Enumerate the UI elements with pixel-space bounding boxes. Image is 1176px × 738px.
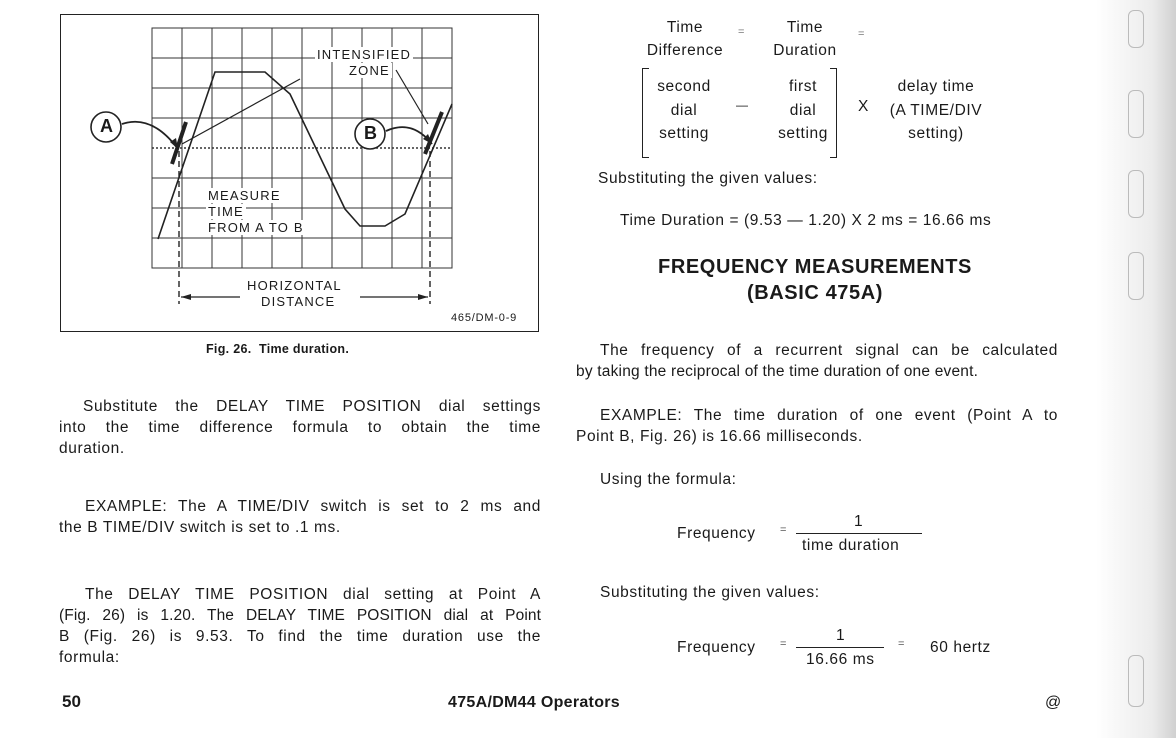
left-paragraph-2 (59, 496, 541, 538)
left-p2-line1: EXAMPLE: The A TIME/DIV switch is set to 2 ms and (85, 498, 541, 515)
frequency-numerator-1: 1 (854, 513, 864, 530)
right-p2-line2: Point B, Fig. 26) is 16.66 milliseconds. (576, 428, 863, 445)
binding-hole-4 (1128, 252, 1144, 300)
second-dial-setting: second dial setting (657, 78, 711, 142)
frequency-denominator-2: 16.66 ms (806, 651, 875, 668)
page-number: 50 (62, 692, 81, 711)
frequency-equals-1: = (780, 524, 788, 536)
right-p1-line1: The frequency of a recurrent signal can be calculated (600, 342, 1058, 359)
binding-hole-3 (1128, 170, 1144, 218)
marker-a-arrow (122, 121, 178, 148)
frequency-equals-2: = (780, 638, 788, 650)
marker-a-label: A (100, 116, 113, 136)
marker-b-label: B (364, 123, 377, 143)
equals-sign-2: = (858, 28, 866, 40)
label-time: TIME (208, 204, 244, 219)
left-p3-line3: B (Fig. 26) is 9.53. To find the time duration use the (59, 628, 541, 645)
frequency-result: 60 hertz (930, 639, 991, 656)
frequency-numerator-2: 1 (836, 627, 846, 644)
left-p1-line2: into the time difference formula to obtain the time (59, 419, 541, 436)
label-from-a-to-b: FROM A TO B (208, 220, 304, 235)
left-p2-line2: the B TIME/DIV switch is set to .1 ms. (59, 519, 341, 536)
left-p1-line1: Substitute the DELAY TIME POSITION dial settings (83, 398, 541, 415)
fraction-line-1 (796, 533, 922, 534)
frequency-label-2: Frequency (677, 639, 756, 656)
equals-sign-1: = (738, 26, 746, 38)
label-horizontal: HORIZONTAL (247, 278, 342, 293)
frequency-label-1: Frequency (677, 525, 756, 542)
left-paragraph-3 (59, 584, 541, 668)
fraction-line-2 (796, 647, 884, 648)
left-p3-line2: (Fig. 26) is 1.20. The DELAY TIME POSITION dial at Point (59, 607, 541, 624)
first-dial-setting: first dial setting (778, 78, 828, 142)
left-p3-line1: The DELAY TIME POSITION dial setting at Point A (85, 586, 541, 603)
frequency-equals-3: = (898, 638, 906, 650)
minus-sign: — (736, 98, 749, 112)
zone-pointer (182, 79, 300, 144)
substituting-text-2: Substituting the given values: (600, 584, 820, 601)
waveform-trace (158, 72, 452, 239)
frequency-heading (596, 254, 1034, 306)
label-measure: MEASURE (208, 188, 281, 203)
figure-caption: Fig. 26. Time duration. (206, 342, 350, 356)
right-p2-line1: EXAMPLE: The time duration of one event (Point A to (600, 407, 1058, 424)
footer-mark: @ (1045, 694, 1062, 711)
figure-id: 465/DM-0-9 (451, 312, 518, 324)
right-paragraph-1 (576, 340, 1058, 382)
binding-hole-5 (1128, 655, 1144, 707)
heading-line-2: (BASIC 475A) (746, 282, 884, 304)
zone-pointer-b (396, 70, 428, 124)
footer-title: 475A/DM44 Operators (448, 694, 620, 711)
left-p3-line4: formula: (59, 649, 120, 666)
label-intensified: INTENSIFIED (317, 47, 412, 62)
marker-b-arrow (386, 127, 432, 144)
frequency-denominator-1: time duration (802, 537, 900, 554)
right-paragraph-2 (576, 405, 1058, 447)
times-sign: X (858, 98, 869, 115)
right-p1-line2: by taking the reciprocal of the time duration of one event. (576, 363, 979, 380)
binding-hole-2 (1128, 90, 1144, 138)
label-distance: DISTANCE (261, 294, 336, 309)
label-zone: ZONE (349, 63, 390, 78)
figure-26 (60, 14, 539, 332)
substituting-text-1: Substituting the given values: (598, 170, 818, 187)
heading-line-1: FREQUENCY MEASUREMENTS (658, 256, 972, 278)
time-duration-equation: Time Duration = (9.53 — 1.20) X 2 ms = 16.66 ms (620, 212, 992, 229)
using-formula-text: Using the formula: (600, 471, 737, 488)
left-paragraph-1 (59, 396, 541, 459)
time-duration-label: Time Duration (773, 19, 837, 59)
delay-time-setting: delay time (A TIME/DIV setting) (889, 78, 983, 142)
left-p1-line3: duration. (59, 440, 125, 457)
time-difference-label: Time Difference (646, 19, 724, 59)
binding-hole-1 (1128, 10, 1144, 48)
